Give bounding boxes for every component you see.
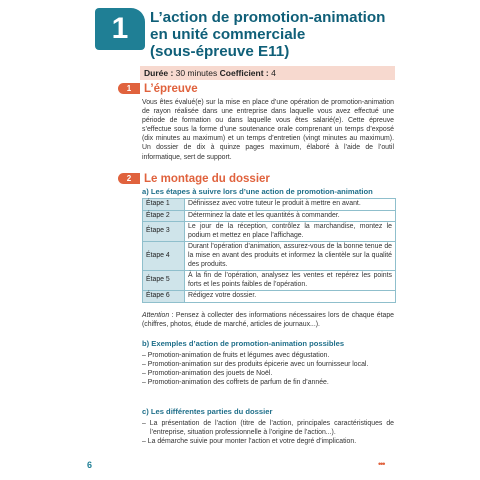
- subsection-b-title: b) Exemples d’action de promotion-animation possibles: [142, 339, 345, 348]
- step-label: Étape 5: [143, 271, 185, 291]
- title-line-3: (sous-épreuve E11): [150, 43, 290, 60]
- list-item: – Promotion-animation de fruits et légumes avec dégustation.: [142, 352, 330, 359]
- attention-note: [142, 311, 394, 329]
- duration-label: Durée :: [144, 68, 174, 78]
- section-1-number: 1: [118, 83, 140, 94]
- title-line-2: en unité commerciale: [150, 26, 306, 43]
- dossier-parts-list: [142, 419, 394, 446]
- table-row: [143, 291, 396, 303]
- section-2-heading: [118, 173, 270, 185]
- step-label: Étape 4: [143, 242, 185, 271]
- duration-value: 30 minutes: [175, 68, 218, 78]
- section-1-heading: [118, 83, 198, 95]
- table-row: [143, 222, 396, 242]
- table-row: [143, 210, 396, 222]
- attention-text: : Pensez à collecter des informations nécessaires lors de chaque étape (chiffres, photos, étude de marché, articles de journaux...).: [142, 312, 394, 329]
- table-row: [143, 271, 396, 291]
- step-label: Étape 2: [143, 210, 185, 222]
- step-label: Étape 1: [143, 199, 185, 211]
- step-text: Durant l’opération d’animation, assurez-vous de la bonne tenue de la mise en avant des produits et informez la clientèle sur la qualité des produits.: [185, 242, 396, 271]
- page-title: [150, 9, 420, 60]
- list-item: – La présentation de l’action (titre de l’action, principales caractéristiques de l’entreprise, situation professionnelle à l’origine de l’action...).: [142, 420, 394, 437]
- examples-list: [142, 351, 394, 387]
- list-item: – Promotion-animation des jouets de Noël.: [142, 370, 273, 378]
- step-text: Rédigez votre dossier.: [185, 291, 396, 303]
- table-row: [143, 242, 396, 271]
- step-label: Étape 6: [143, 291, 185, 303]
- subsection-c-title: c) Les différentes parties du dossier: [142, 407, 273, 416]
- section-2-number: 2: [118, 173, 140, 184]
- list-item: – La démarche suivie pour monter l’action et votre degré d’implication.: [142, 438, 357, 446]
- title-line-1: L’action de promotion-animation: [150, 9, 386, 26]
- step-text: Le jour de la réception, contrôlez la marchandise, montez le podium et mettez en place l’affichage.: [185, 222, 396, 242]
- chapter-number-badge: 1: [95, 8, 145, 50]
- step-text: Définissez avec votre tuteur le produit à mettre en avant.: [185, 199, 396, 211]
- page-number: 6: [87, 460, 93, 470]
- step-text: Déterminez la date et les quantités à commander.: [185, 210, 396, 222]
- section-1-text: Vous êtes évalué(e) sur la mise en place d’une opération de promotion-animation de rayon réalisée dans une entreprise dans laquelle vous avez effectué une période de formation ou dans laquelle vous êtes salarié(e). Cette épreuve s’effectue sous la forme d’une soutenance orale comprenant un temps d’exposé (dix minutes au maximum) et un temps d’entretien (vingt minutes au maximum). Un dossier de dix à quinze pages maximum, élaboré à l’aide de l’outil informatique, sert de support.: [142, 99, 394, 161]
- subsection-a-title: a) Les étapes à suivre lors d’une action de promotion-animation: [142, 187, 373, 196]
- step-label: Étape 3: [143, 222, 185, 242]
- table-row: [143, 199, 396, 211]
- attention-label: Attention: [142, 312, 170, 319]
- section-1-title: L’épreuve: [144, 83, 198, 95]
- section-2-title: Le montage du dossier: [144, 173, 270, 185]
- step-text: À la fin de l’opération, analysez les ventes et repérez les points forts et les points faibles de l’opération.: [185, 271, 396, 291]
- list-item: – Promotion-animation sur des produits épicerie avec un fournisseur local.: [142, 361, 369, 369]
- coefficient-value: 4: [271, 68, 276, 78]
- duration-coefficient-bar: [140, 66, 395, 80]
- list-item: – Promotion-animation des coffrets de parfum de fin d’année.: [142, 379, 329, 387]
- steps-table: [142, 198, 396, 303]
- continuation-dots: •••: [378, 459, 385, 469]
- coefficient-label: Coefficient :: [219, 68, 269, 78]
